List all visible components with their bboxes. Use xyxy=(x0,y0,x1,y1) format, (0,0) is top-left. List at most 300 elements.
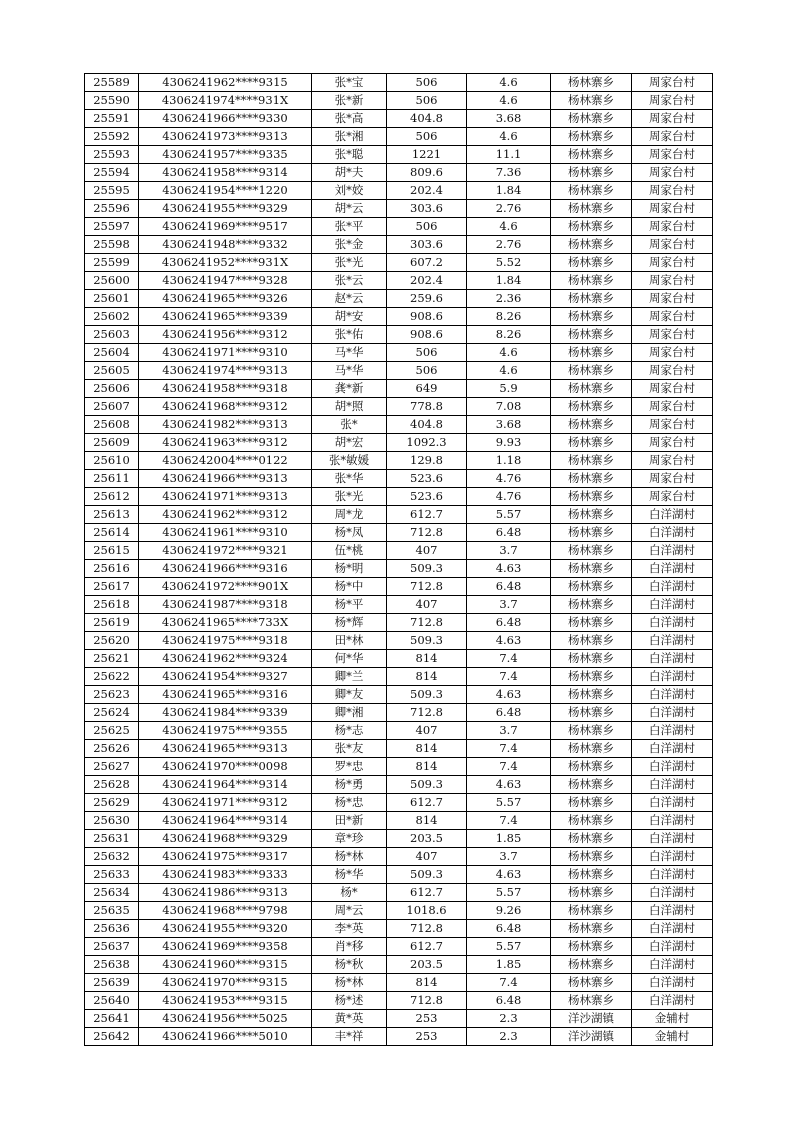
row-number-cell: 25590 xyxy=(85,92,139,110)
table-row xyxy=(85,506,713,524)
village-cell: 周家台村 xyxy=(632,92,713,110)
row-number-cell: 25637 xyxy=(85,938,139,956)
name-cell: 杨*林 xyxy=(312,974,387,992)
name-cell: 张*金 xyxy=(312,236,387,254)
village-cell: 白洋湖村 xyxy=(632,884,713,902)
amount-cell: 506 xyxy=(387,362,467,380)
table-row xyxy=(85,110,713,128)
village-cell: 周家台村 xyxy=(632,470,713,488)
row-number-cell: 25604 xyxy=(85,344,139,362)
id-number-cell: 4306242004****0122 xyxy=(139,452,312,470)
area-cell: 2.76 xyxy=(467,236,551,254)
name-cell: 张*友 xyxy=(312,740,387,758)
area-cell: 3.7 xyxy=(467,542,551,560)
area-cell: 7.4 xyxy=(467,650,551,668)
table-row xyxy=(85,722,713,740)
id-number-cell: 4306241968****9329 xyxy=(139,830,312,848)
amount-cell: 612.7 xyxy=(387,884,467,902)
row-number-cell: 25620 xyxy=(85,632,139,650)
row-number-cell: 25636 xyxy=(85,920,139,938)
table-row xyxy=(85,578,713,596)
row-number-cell: 25616 xyxy=(85,560,139,578)
row-number-cell: 25601 xyxy=(85,290,139,308)
row-number-cell: 25633 xyxy=(85,866,139,884)
area-cell: 4.63 xyxy=(467,866,551,884)
row-number-cell: 25641 xyxy=(85,1010,139,1028)
name-cell: 黄*英 xyxy=(312,1010,387,1028)
township-cell: 杨林寨乡 xyxy=(551,830,632,848)
township-cell: 杨林寨乡 xyxy=(551,488,632,506)
area-cell: 7.4 xyxy=(467,668,551,686)
amount-cell: 404.8 xyxy=(387,110,467,128)
area-cell: 2.36 xyxy=(467,290,551,308)
area-cell: 5.57 xyxy=(467,794,551,812)
name-cell: 杨*明 xyxy=(312,560,387,578)
area-cell: 6.48 xyxy=(467,578,551,596)
id-number-cell: 4306241952****931X xyxy=(139,254,312,272)
row-number-cell: 25628 xyxy=(85,776,139,794)
id-number-cell: 4306241966****5010 xyxy=(139,1028,312,1046)
id-number-cell: 4306241966****9316 xyxy=(139,560,312,578)
name-cell: 杨*林 xyxy=(312,848,387,866)
id-number-cell: 4306241956****9312 xyxy=(139,326,312,344)
amount-cell: 814 xyxy=(387,650,467,668)
id-number-cell: 4306241965****733X xyxy=(139,614,312,632)
township-cell: 杨林寨乡 xyxy=(551,308,632,326)
village-cell: 周家台村 xyxy=(632,362,713,380)
village-cell: 周家台村 xyxy=(632,380,713,398)
id-number-cell: 4306241986****9313 xyxy=(139,884,312,902)
table-row xyxy=(85,254,713,272)
village-cell: 白洋湖村 xyxy=(632,614,713,632)
amount-cell: 523.6 xyxy=(387,470,467,488)
amount-cell: 814 xyxy=(387,812,467,830)
village-cell: 周家台村 xyxy=(632,434,713,452)
id-number-cell: 4306241948****9332 xyxy=(139,236,312,254)
township-cell: 杨林寨乡 xyxy=(551,254,632,272)
table-row xyxy=(85,74,713,92)
table-row xyxy=(85,596,713,614)
area-cell: 4.76 xyxy=(467,488,551,506)
row-number-cell: 25640 xyxy=(85,992,139,1010)
table-row xyxy=(85,524,713,542)
area-cell: 1.18 xyxy=(467,452,551,470)
id-number-cell: 4306241964****9314 xyxy=(139,812,312,830)
name-cell: 周*龙 xyxy=(312,506,387,524)
name-cell: 马*华 xyxy=(312,362,387,380)
township-cell: 杨林寨乡 xyxy=(551,704,632,722)
row-number-cell: 25593 xyxy=(85,146,139,164)
row-number-cell: 25597 xyxy=(85,218,139,236)
table-row xyxy=(85,884,713,902)
table-row xyxy=(85,236,713,254)
table-row xyxy=(85,326,713,344)
name-cell: 章*珍 xyxy=(312,830,387,848)
amount-cell: 303.6 xyxy=(387,200,467,218)
amount-cell: 407 xyxy=(387,848,467,866)
name-cell: 卿*友 xyxy=(312,686,387,704)
id-number-cell: 4306241962****9315 xyxy=(139,74,312,92)
area-cell: 3.7 xyxy=(467,848,551,866)
township-cell: 杨林寨乡 xyxy=(551,722,632,740)
table-row xyxy=(85,182,713,200)
row-number-cell: 25603 xyxy=(85,326,139,344)
name-cell: 杨*志 xyxy=(312,722,387,740)
row-number-cell: 25611 xyxy=(85,470,139,488)
amount-cell: 607.2 xyxy=(387,254,467,272)
name-cell: 张*华 xyxy=(312,470,387,488)
row-number-cell: 25632 xyxy=(85,848,139,866)
id-number-cell: 4306241955****9329 xyxy=(139,200,312,218)
name-cell: 李*英 xyxy=(312,920,387,938)
id-number-cell: 4306241987****9318 xyxy=(139,596,312,614)
name-cell: 赵*云 xyxy=(312,290,387,308)
table-row xyxy=(85,290,713,308)
id-number-cell: 4306241954****1220 xyxy=(139,182,312,200)
id-number-cell: 4306241965****9326 xyxy=(139,290,312,308)
row-number-cell: 25592 xyxy=(85,128,139,146)
row-number-cell: 25608 xyxy=(85,416,139,434)
table-row xyxy=(85,632,713,650)
village-cell: 白洋湖村 xyxy=(632,524,713,542)
amount-cell: 612.7 xyxy=(387,506,467,524)
table-row xyxy=(85,614,713,632)
table-row xyxy=(85,1028,713,1046)
village-cell: 周家台村 xyxy=(632,398,713,416)
village-cell: 周家台村 xyxy=(632,164,713,182)
name-cell: 杨*中 xyxy=(312,578,387,596)
township-cell: 杨林寨乡 xyxy=(551,974,632,992)
township-cell: 杨林寨乡 xyxy=(551,542,632,560)
table-row xyxy=(85,398,713,416)
row-number-cell: 25596 xyxy=(85,200,139,218)
township-cell: 洋沙湖镇 xyxy=(551,1028,632,1046)
village-cell: 白洋湖村 xyxy=(632,812,713,830)
township-cell: 杨林寨乡 xyxy=(551,326,632,344)
table-row xyxy=(85,650,713,668)
amount-cell: 506 xyxy=(387,128,467,146)
township-cell: 杨林寨乡 xyxy=(551,596,632,614)
area-cell: 6.48 xyxy=(467,614,551,632)
row-number-cell: 25625 xyxy=(85,722,139,740)
name-cell: 杨*忠 xyxy=(312,794,387,812)
table-row xyxy=(85,740,713,758)
area-cell: 4.76 xyxy=(467,470,551,488)
village-cell: 周家台村 xyxy=(632,200,713,218)
township-cell: 杨林寨乡 xyxy=(551,902,632,920)
amount-cell: 814 xyxy=(387,758,467,776)
name-cell: 卿*兰 xyxy=(312,668,387,686)
township-cell: 杨林寨乡 xyxy=(551,362,632,380)
area-cell: 5.57 xyxy=(467,884,551,902)
township-cell: 杨林寨乡 xyxy=(551,416,632,434)
village-cell: 白洋湖村 xyxy=(632,956,713,974)
name-cell: 胡*安 xyxy=(312,308,387,326)
table-row xyxy=(85,902,713,920)
table-row xyxy=(85,830,713,848)
township-cell: 杨林寨乡 xyxy=(551,650,632,668)
area-cell: 4.63 xyxy=(467,632,551,650)
name-cell: 杨*平 xyxy=(312,596,387,614)
table-row xyxy=(85,362,713,380)
id-number-cell: 4306241968****9798 xyxy=(139,902,312,920)
township-cell: 杨林寨乡 xyxy=(551,812,632,830)
area-cell: 4.63 xyxy=(467,776,551,794)
amount-cell: 712.8 xyxy=(387,992,467,1010)
amount-cell: 202.4 xyxy=(387,182,467,200)
id-number-cell: 4306241960****9315 xyxy=(139,956,312,974)
area-cell: 6.48 xyxy=(467,920,551,938)
row-number-cell: 25629 xyxy=(85,794,139,812)
village-cell: 周家台村 xyxy=(632,290,713,308)
village-cell: 周家台村 xyxy=(632,452,713,470)
row-number-cell: 25605 xyxy=(85,362,139,380)
township-cell: 杨林寨乡 xyxy=(551,452,632,470)
table-row xyxy=(85,776,713,794)
row-number-cell: 25618 xyxy=(85,596,139,614)
amount-cell: 814 xyxy=(387,974,467,992)
row-number-cell: 25617 xyxy=(85,578,139,596)
name-cell: 马*华 xyxy=(312,344,387,362)
id-number-cell: 4306241975****9317 xyxy=(139,848,312,866)
name-cell: 张*光 xyxy=(312,254,387,272)
row-number-cell: 25612 xyxy=(85,488,139,506)
area-cell: 9.26 xyxy=(467,902,551,920)
area-cell: 4.63 xyxy=(467,686,551,704)
name-cell: 田*新 xyxy=(312,812,387,830)
amount-cell: 129.8 xyxy=(387,452,467,470)
amount-cell: 407 xyxy=(387,722,467,740)
name-cell: 刘*姣 xyxy=(312,182,387,200)
data-table xyxy=(84,73,713,1046)
row-number-cell: 25642 xyxy=(85,1028,139,1046)
village-cell: 白洋湖村 xyxy=(632,938,713,956)
township-cell: 杨林寨乡 xyxy=(551,758,632,776)
amount-cell: 407 xyxy=(387,542,467,560)
amount-cell: 612.7 xyxy=(387,794,467,812)
village-cell: 白洋湖村 xyxy=(632,740,713,758)
amount-cell: 202.4 xyxy=(387,272,467,290)
area-cell: 4.6 xyxy=(467,362,551,380)
id-number-cell: 4306241947****9328 xyxy=(139,272,312,290)
row-number-cell: 25602 xyxy=(85,308,139,326)
amount-cell: 509.3 xyxy=(387,560,467,578)
township-cell: 杨林寨乡 xyxy=(551,380,632,398)
id-number-cell: 4306241953****9315 xyxy=(139,992,312,1010)
name-cell: 肖*移 xyxy=(312,938,387,956)
table-row xyxy=(85,146,713,164)
village-cell: 白洋湖村 xyxy=(632,866,713,884)
amount-cell: 506 xyxy=(387,344,467,362)
amount-cell: 404.8 xyxy=(387,416,467,434)
amount-cell: 712.8 xyxy=(387,614,467,632)
township-cell: 洋沙湖镇 xyxy=(551,1010,632,1028)
id-number-cell: 4306241982****9313 xyxy=(139,416,312,434)
amount-cell: 814 xyxy=(387,668,467,686)
table-row xyxy=(85,416,713,434)
amount-cell: 712.8 xyxy=(387,524,467,542)
area-cell: 5.57 xyxy=(467,506,551,524)
village-cell: 周家台村 xyxy=(632,344,713,362)
village-cell: 白洋湖村 xyxy=(632,758,713,776)
table-row xyxy=(85,686,713,704)
id-number-cell: 4306241974****931X xyxy=(139,92,312,110)
village-cell: 白洋湖村 xyxy=(632,686,713,704)
id-number-cell: 4306241983****9333 xyxy=(139,866,312,884)
amount-cell: 814 xyxy=(387,740,467,758)
name-cell: 张*平 xyxy=(312,218,387,236)
area-cell: 7.4 xyxy=(467,812,551,830)
row-number-cell: 25624 xyxy=(85,704,139,722)
name-cell: 杨*勇 xyxy=(312,776,387,794)
table-row xyxy=(85,920,713,938)
id-number-cell: 4306241971****9312 xyxy=(139,794,312,812)
village-cell: 周家台村 xyxy=(632,110,713,128)
amount-cell: 1092.3 xyxy=(387,434,467,452)
area-cell: 6.48 xyxy=(467,524,551,542)
name-cell: 杨*华 xyxy=(312,866,387,884)
area-cell: 3.7 xyxy=(467,596,551,614)
id-number-cell: 4306241969****9358 xyxy=(139,938,312,956)
area-cell: 1.85 xyxy=(467,830,551,848)
area-cell: 5.57 xyxy=(467,938,551,956)
area-cell: 4.6 xyxy=(467,218,551,236)
area-cell: 6.48 xyxy=(467,704,551,722)
amount-cell: 1018.6 xyxy=(387,902,467,920)
village-cell: 金辅村 xyxy=(632,1028,713,1046)
id-number-cell: 4306241968****9312 xyxy=(139,398,312,416)
row-number-cell: 25619 xyxy=(85,614,139,632)
township-cell: 杨林寨乡 xyxy=(551,110,632,128)
township-cell: 杨林寨乡 xyxy=(551,236,632,254)
row-number-cell: 25634 xyxy=(85,884,139,902)
township-cell: 杨林寨乡 xyxy=(551,470,632,488)
area-cell: 3.68 xyxy=(467,416,551,434)
village-cell: 白洋湖村 xyxy=(632,920,713,938)
township-cell: 杨林寨乡 xyxy=(551,956,632,974)
table-row xyxy=(85,866,713,884)
name-cell: 周*云 xyxy=(312,902,387,920)
township-cell: 杨林寨乡 xyxy=(551,344,632,362)
table-row xyxy=(85,470,713,488)
area-cell: 2.3 xyxy=(467,1028,551,1046)
row-number-cell: 25635 xyxy=(85,902,139,920)
name-cell: 杨*秋 xyxy=(312,956,387,974)
village-cell: 白洋湖村 xyxy=(632,992,713,1010)
name-cell: 杨*凤 xyxy=(312,524,387,542)
area-cell: 7.4 xyxy=(467,974,551,992)
amount-cell: 253 xyxy=(387,1028,467,1046)
area-cell: 4.6 xyxy=(467,74,551,92)
row-number-cell: 25594 xyxy=(85,164,139,182)
area-cell: 6.48 xyxy=(467,992,551,1010)
township-cell: 杨林寨乡 xyxy=(551,128,632,146)
id-number-cell: 4306241962****9312 xyxy=(139,506,312,524)
area-cell: 4.6 xyxy=(467,128,551,146)
name-cell: 张*云 xyxy=(312,272,387,290)
area-cell: 7.36 xyxy=(467,164,551,182)
township-cell: 杨林寨乡 xyxy=(551,776,632,794)
table-row xyxy=(85,542,713,560)
area-cell: 2.3 xyxy=(467,1010,551,1028)
row-number-cell: 25610 xyxy=(85,452,139,470)
id-number-cell: 4306241962****9324 xyxy=(139,650,312,668)
id-number-cell: 4306241972****901X xyxy=(139,578,312,596)
id-number-cell: 4306241971****9313 xyxy=(139,488,312,506)
township-cell: 杨林寨乡 xyxy=(551,146,632,164)
amount-cell: 1221 xyxy=(387,146,467,164)
row-number-cell: 25623 xyxy=(85,686,139,704)
id-number-cell: 4306241975****9318 xyxy=(139,632,312,650)
amount-cell: 908.6 xyxy=(387,326,467,344)
name-cell: 胡*照 xyxy=(312,398,387,416)
village-cell: 白洋湖村 xyxy=(632,668,713,686)
village-cell: 周家台村 xyxy=(632,236,713,254)
area-cell: 2.76 xyxy=(467,200,551,218)
amount-cell: 778.8 xyxy=(387,398,467,416)
amount-cell: 509.3 xyxy=(387,866,467,884)
table-row xyxy=(85,452,713,470)
id-number-cell: 4306241965****9339 xyxy=(139,308,312,326)
amount-cell: 506 xyxy=(387,218,467,236)
village-cell: 白洋湖村 xyxy=(632,704,713,722)
name-cell: 张*新 xyxy=(312,92,387,110)
row-number-cell: 25606 xyxy=(85,380,139,398)
township-cell: 杨林寨乡 xyxy=(551,920,632,938)
amount-cell: 509.3 xyxy=(387,686,467,704)
township-cell: 杨林寨乡 xyxy=(551,272,632,290)
row-number-cell: 25639 xyxy=(85,974,139,992)
name-cell: 张*宝 xyxy=(312,74,387,92)
area-cell: 9.93 xyxy=(467,434,551,452)
name-cell: 罗*忠 xyxy=(312,758,387,776)
row-number-cell: 25638 xyxy=(85,956,139,974)
name-cell: 伍*桃 xyxy=(312,542,387,560)
amount-cell: 203.5 xyxy=(387,956,467,974)
area-cell: 11.1 xyxy=(467,146,551,164)
village-cell: 白洋湖村 xyxy=(632,650,713,668)
village-cell: 白洋湖村 xyxy=(632,596,713,614)
area-cell: 5.9 xyxy=(467,380,551,398)
village-cell: 周家台村 xyxy=(632,74,713,92)
id-number-cell: 4306241984****9339 xyxy=(139,704,312,722)
row-number-cell: 25630 xyxy=(85,812,139,830)
township-cell: 杨林寨乡 xyxy=(551,398,632,416)
table-row xyxy=(85,272,713,290)
village-cell: 周家台村 xyxy=(632,254,713,272)
name-cell: 张*聪 xyxy=(312,146,387,164)
village-cell: 周家台村 xyxy=(632,326,713,344)
area-cell: 7.4 xyxy=(467,740,551,758)
table-row xyxy=(85,92,713,110)
name-cell: 卿*湘 xyxy=(312,704,387,722)
table-row xyxy=(85,956,713,974)
table-row xyxy=(85,488,713,506)
area-cell: 8.26 xyxy=(467,308,551,326)
village-cell: 白洋湖村 xyxy=(632,974,713,992)
id-number-cell: 4306241966****9313 xyxy=(139,470,312,488)
table-row xyxy=(85,200,713,218)
area-cell: 3.7 xyxy=(467,722,551,740)
id-number-cell: 4306241958****9318 xyxy=(139,380,312,398)
table-row xyxy=(85,848,713,866)
table-row xyxy=(85,668,713,686)
village-cell: 白洋湖村 xyxy=(632,902,713,920)
village-cell: 白洋湖村 xyxy=(632,632,713,650)
id-number-cell: 4306241965****9316 xyxy=(139,686,312,704)
amount-cell: 407 xyxy=(387,596,467,614)
township-cell: 杨林寨乡 xyxy=(551,92,632,110)
